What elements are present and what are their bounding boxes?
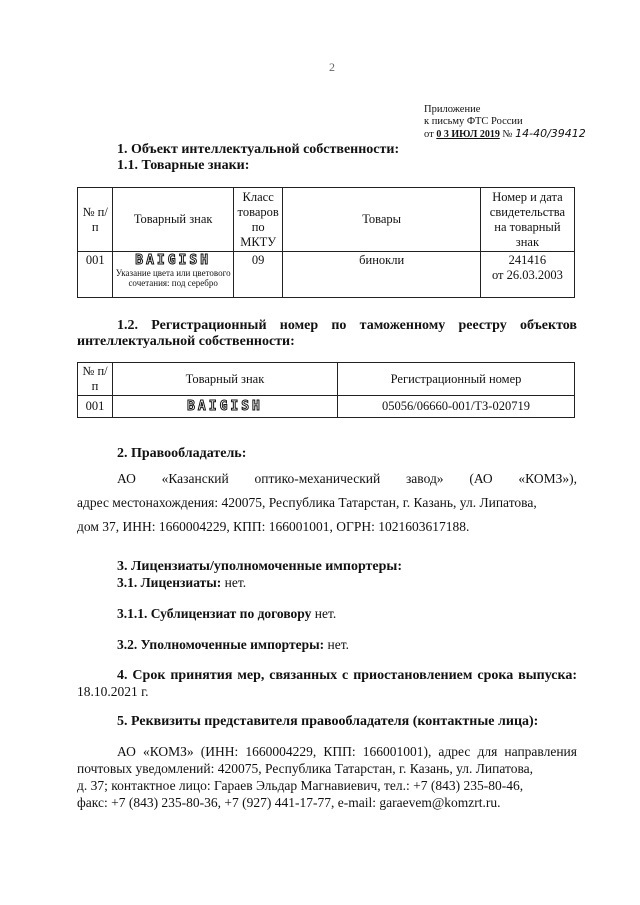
registry-table [77,362,575,418]
th-goods: Товары [283,188,480,252]
appendix-stamp [424,104,586,141]
color-note: Указание цвета или цветового сочетания: под серебро [115,268,231,288]
importers-value: нет. [324,637,349,652]
table-row [78,252,575,298]
number-prefix: № [502,129,513,140]
section12-title-line2: интеллектуальной собственности: [77,334,295,349]
cert-number: 241416 [508,253,547,267]
cell-reg-number: 05056/06660-001/ТЗ-020719 [338,396,575,418]
appendix-dateline [424,128,586,141]
th-reg-number: Регистрационный номер [338,363,575,396]
section2-line3: дом 37, ИНН: 1660004229, КПП: 166001001, ОГРН: 1021603617188. [77,519,470,534]
cert-date: от 26.03.2003 [491,268,563,282]
th-trademark: Товарный знак [113,188,233,252]
th-class: Класс товаров по МКТУ [233,188,283,252]
section1-subtitle: 1.1. Товарные знаки: [117,158,250,173]
importers-label: 3.2. Уполномоченные импортеры: [117,637,325,652]
cell-class: 09 [233,252,283,298]
trademark-table [77,187,575,298]
appendix-line1: Приложение [424,104,481,115]
licensees [117,575,246,591]
section2-line2: адрес местонахождения: 420075, Республика Татарстан, г. Казань, ул. Липатова, [77,495,537,510]
importers [117,637,349,653]
section2-title: 2. Правообладатель: [117,446,247,461]
cell-trademark [113,252,233,298]
section4-title: 4. Срок принятия мер, связанных с приостановлением срока выпуска: [117,668,577,683]
baigish-logo: BAIGISH [135,253,212,268]
section12-title-line1: 1.2. Регистрационный номер по таможенному реестру объектов [117,318,577,333]
sublicensee-value: нет. [311,606,337,621]
cell-goods: бинокли [283,252,480,298]
th-num: № п/п [78,188,113,252]
section1-title: 1. Объект интеллектуальной собственности: [117,142,400,157]
section5-line4: факс: +7 (843) 235-80-36, +7 (927) 441-17-77, e-mail: garaevem@komzrt.ru. [77,795,501,810]
cell-trademark [113,396,338,418]
cell-num: 001 [78,252,113,298]
sublicensee [117,606,336,622]
section5-line2: почтовых уведомлений: 420075, Республика Татарстан, г. Казань, ул. Липатова, [77,761,534,776]
section5-title: 5. Реквизиты представителя правообладателя (контактные лица): [117,714,539,729]
appendix-date: 0 3 ИЮЛ 2019 [436,129,500,140]
page-number: 2 [329,60,335,74]
appendix-line2: к письму ФТС России [424,116,523,127]
table-row [78,396,575,418]
section3-title: 3. Лицензиаты/уполномоченные импортеры: [117,559,403,574]
sublicensee-label: 3.1.1. Сублицензиат по договору [117,606,312,621]
cell-certificate [480,252,574,298]
th-trademark: Товарный знак [113,363,338,396]
section5-line1: АО «КОМЗ» (ИНН: 1660004229, КПП: 166001001), адрес для направления [117,744,577,759]
licensees-value: нет. [221,575,247,590]
section2-line1: АО «Казанский оптико-механический завод» (АО «КОМЗ»), [117,471,577,486]
baigish-logo: BAIGISH [187,399,263,414]
date-prefix: от [424,129,434,140]
th-certificate: Номер и дата свидетельства на товарный знак [480,188,574,252]
section5-line3: д. 37; контактное лицо: Гараев Эльдар Магнавиевич, тел.: +7 (843) 235-80-46, [77,778,524,793]
licensees-label: 3.1. Лицензиаты: [117,575,222,590]
appendix-number: 14-40/39412 [515,127,586,140]
cell-num: 001 [78,396,113,418]
th-num: № п/п [78,363,113,396]
section4-value: 18.10.2021 г. [77,684,149,699]
